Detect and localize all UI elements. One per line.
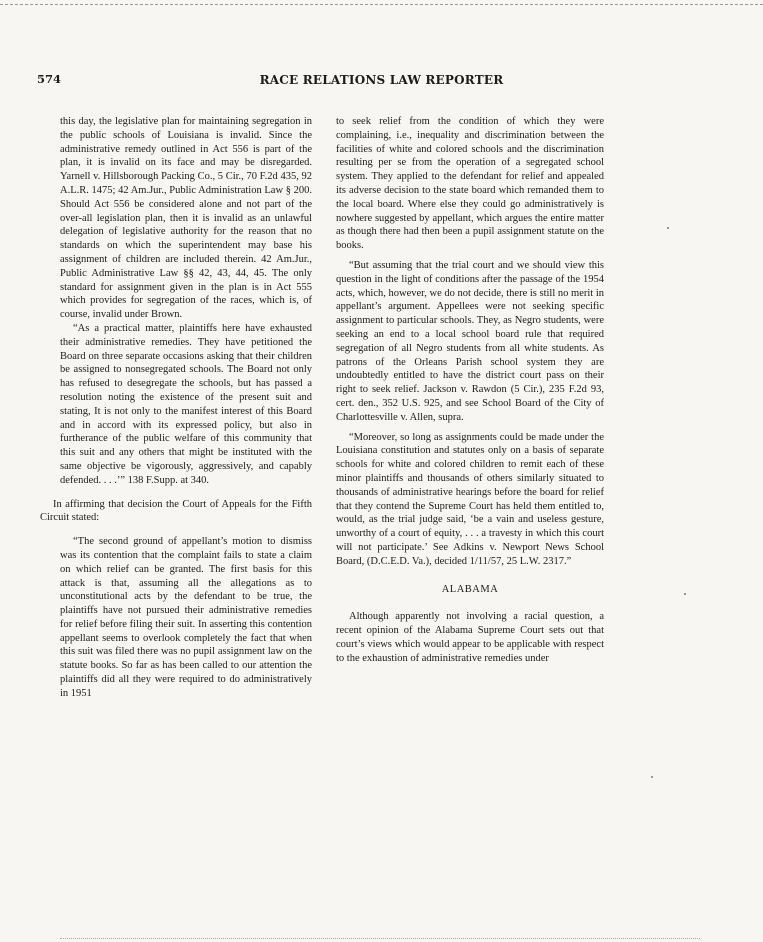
left-paragraph-quote: “As a practical matter, plaintiffs here have exhausted their administrative remedies. They have petitioned the Board on three separate occasions asking that their children be assigned to nonsegregated schools. The Board not only has refused to desegregate the schools, but has passed a resolution noting the existence of the present suit and stating, It is not only to the manifest interest of this Board and in accord with its expressed policy, but also in furtherance of the public welfare of this community that this suit and any others that might be instituted with the same objective be vigorously, aggressively, and capably defended. . . .’” 138 F.Supp. at 340. <box>60 322 312 486</box>
scan-speck <box>684 593 686 595</box>
running-head: RACE RELATIONS LAW REPORTER <box>259 73 504 87</box>
right-paragraph-moreover: “Moreover, so long as assignments could be made under the Louisiana constitution and statutes only on a basis of separate schools for white and colored children to remit each of these minor plaintiffs and thousands of others similarly situated to thousands of administrative hearings before the board for relief that they contend the Supreme Court has held them entitled to, would, as the trial judge said, ‘be a vain and useless gesture, unworthy of a court of equity, . . . a travesty in which this court will not participate.’ See Adkins v. Newport News School Board, (D.C.E.D. Va.), decided 1/11/57, 25 L.W. 2317.” <box>336 431 604 567</box>
scan-top-edge <box>0 4 763 5</box>
left-paragraph-appeals-quote: “The second ground of appellant’s motion to dismiss was its contention that the complaint fails to state a claim on which relief can be granted. The first basis for this attack is that, assuming all the allegations as to unconstitutional acts by the defendant to be true, the plaintiffs have not pursued their administrative remedies for relief before filing their suit. In asserting this contention appellant seems to overlook completely the fact that when this suit was filed there was no pupil assignment law on the statute books. So far as has been called to our attention the plaintiffs did all they were required to do administratively in 1951 <box>60 536 312 699</box>
left-column <box>40 115 312 701</box>
left-paragraph-continuation: this day, the legislative plan for maintaining segregation in the public schools of Louisiana is invalid. Since the administrative remedy outlined in Act 556 is part of the plan, it is invalid on its face and may be disregarded. Yarnell v. Hillsborough Packing Co., 5 Cir., 70 F.2d 435, 92 A.L.R. 1475; 42 Am.Jur., Public Administration Law § 200. Should Act 556 be considered alone and not part of the over-all legislation plan, then it is invalid as an unlawful delegation of legislative authority for the reason that no standards on which the superintendent may base his assignment of children are included therein. 42 Am.Jur., Public Administrative Law §§ 42, 43, 44, 45. The only standard for assignment given in the plan is in Act 555 which provides for segregation of the races, which is, of course, invalid under Brown. <box>60 116 312 321</box>
right-paragraph-continuation: to seek relief from the condition of which they were complaining, i.e., inequality and discrimination between the facilities of white and colored schools and the discrimination resulting per se from the operation of a segregated school system. They applied to the defendant for relief and appealed its adverse decision to the state board which remanded them to the local board. Where else they could go administratively is nowhere suggested by appellant, which argues the entire matter as though there had then been a pupil assignment statute on the books. <box>336 116 604 252</box>
scan-speck <box>651 776 653 778</box>
right-paragraph-alabama: Although apparently not involving a racial question, a recent opinion of the Alabama Supreme Court sets out that court’s views which would appear to be applicable with respect to the exhaustion of administrative remedies under <box>336 611 604 664</box>
scan-speck <box>667 227 669 229</box>
section-heading-alabama: ALABAMA <box>441 583 499 595</box>
right-column <box>336 115 604 671</box>
page-number: 574 <box>37 72 62 86</box>
right-paragraph-assuming: “But assuming that the trial court and we should view this question in the light of conditions after the passage of the 1954 acts, which, however, we do not decide, there is still no merit in appellant’s argument. Appellees were not seeking specific assignment to particular schools. They, as Negro students, were seeking an end to a local school board rule that required segregation of all Negro students from all white students. As patrons of the Orleans Parish school system they are undoubtedly entitled to have the district court pass on their right to seek relief. Jackson v. Rawdon (5 Cir.), 235 F.2d 93, cert. den., 352 U.S. 925, and see School Board of the City of Charlottesville v. Allen, supra. <box>336 259 604 423</box>
scan-bottom-edge <box>60 938 700 939</box>
left-paragraph-intro: In affirming that decision the Court of Appeals for the Fifth Circuit stated: <box>40 498 312 524</box>
